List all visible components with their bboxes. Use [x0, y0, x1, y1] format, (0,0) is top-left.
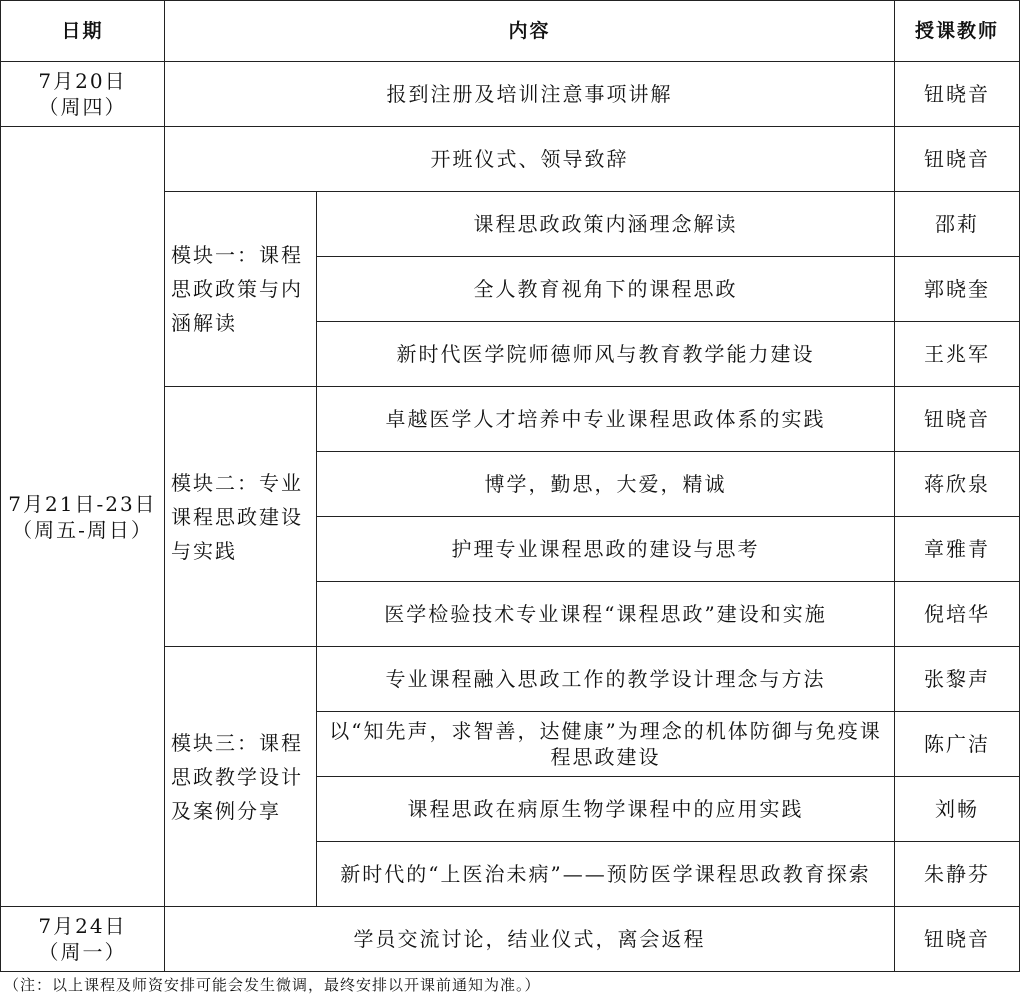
content-cell: 报到注册及培训注意事项讲解 [165, 62, 895, 127]
content-cell: 学员交流讨论，结业仪式，离会返程 [165, 907, 895, 972]
teacher-cell: 钮晓音 [895, 387, 1020, 452]
module-cell [165, 647, 317, 907]
weekday-line: （周五-周日） [12, 517, 153, 542]
header-content: 内容 [165, 1, 895, 62]
teacher-cell: 王兆军 [895, 322, 1020, 387]
teacher-cell: 陈广洁 [895, 712, 1020, 777]
teacher-cell: 蒋欣泉 [895, 452, 1020, 517]
table-row [1, 127, 1020, 192]
teacher-cell: 朱静芬 [895, 842, 1020, 907]
teacher-cell: 钮晓音 [895, 62, 1020, 127]
date-cell [1, 907, 165, 972]
table-row [1, 62, 1020, 127]
weekday-line: （周一） [38, 940, 127, 964]
date-line: 7月20日 [38, 69, 127, 93]
teacher-cell: 钮晓音 [895, 127, 1020, 192]
date-line: 7月24日 [38, 914, 127, 938]
date-cell [1, 127, 165, 907]
content-cell: 新时代的“上医治未病”——预防医学课程思政教育探索 [317, 842, 895, 907]
content-cell: 专业课程融入思政工作的教学设计理念与方法 [317, 647, 895, 712]
teacher-cell: 刘畅 [895, 777, 1020, 842]
content-cell: 课程思政在病原生物学课程中的应用实践 [317, 777, 895, 842]
teacher-cell: 钮晓音 [895, 907, 1020, 972]
content-cell: 医学检验技术专业课程“课程思政”建设和实施 [317, 582, 895, 647]
table-row [1, 907, 1020, 972]
header-teacher: 授课教师 [895, 1, 1020, 62]
module-title: 模块二：专业课程思政建设与实践 [171, 470, 303, 563]
content-cell: 护理专业课程思政的建设与思考 [317, 517, 895, 582]
weekday-line: （周四） [38, 95, 127, 119]
header-row [1, 1, 1020, 62]
content-cell: 全人教育视角下的课程思政 [317, 257, 895, 322]
teacher-cell: 邵莉 [895, 192, 1020, 257]
content-cell: 卓越医学人才培养中专业课程思政体系的实践 [317, 387, 895, 452]
module-cell [165, 387, 317, 647]
teacher-cell: 张黎声 [895, 647, 1020, 712]
date-cell [1, 62, 165, 127]
content-cell: 开班仪式、领导致辞 [165, 127, 895, 192]
content-cell: 以“知先声，求智善，达健康”为理念的机体防御与免疫课程思政建设 [317, 712, 895, 777]
module-title: 模块一：课程思政政策与内涵解读 [171, 243, 303, 335]
content-cell: 课程思政政策内涵理念解读 [317, 192, 895, 257]
header-date: 日期 [1, 1, 165, 62]
content-cell: 博学，勤思，大爱，精诚 [317, 452, 895, 517]
teacher-cell: 倪培华 [895, 582, 1020, 647]
footnote: （注：以上课程及师资安排可能会发生微调，最终安排以开课前通知为准。） [4, 976, 541, 994]
module-title: 模块三：课程思政教学设计及案例分享 [171, 730, 303, 823]
teacher-cell: 郭晓奎 [895, 257, 1020, 322]
date-line: 7月21日-23日 [8, 491, 157, 516]
teacher-cell: 章雅青 [895, 517, 1020, 582]
module-cell [165, 192, 317, 387]
content-cell: 新时代医学院师德师风与教育教学能力建设 [317, 322, 895, 387]
